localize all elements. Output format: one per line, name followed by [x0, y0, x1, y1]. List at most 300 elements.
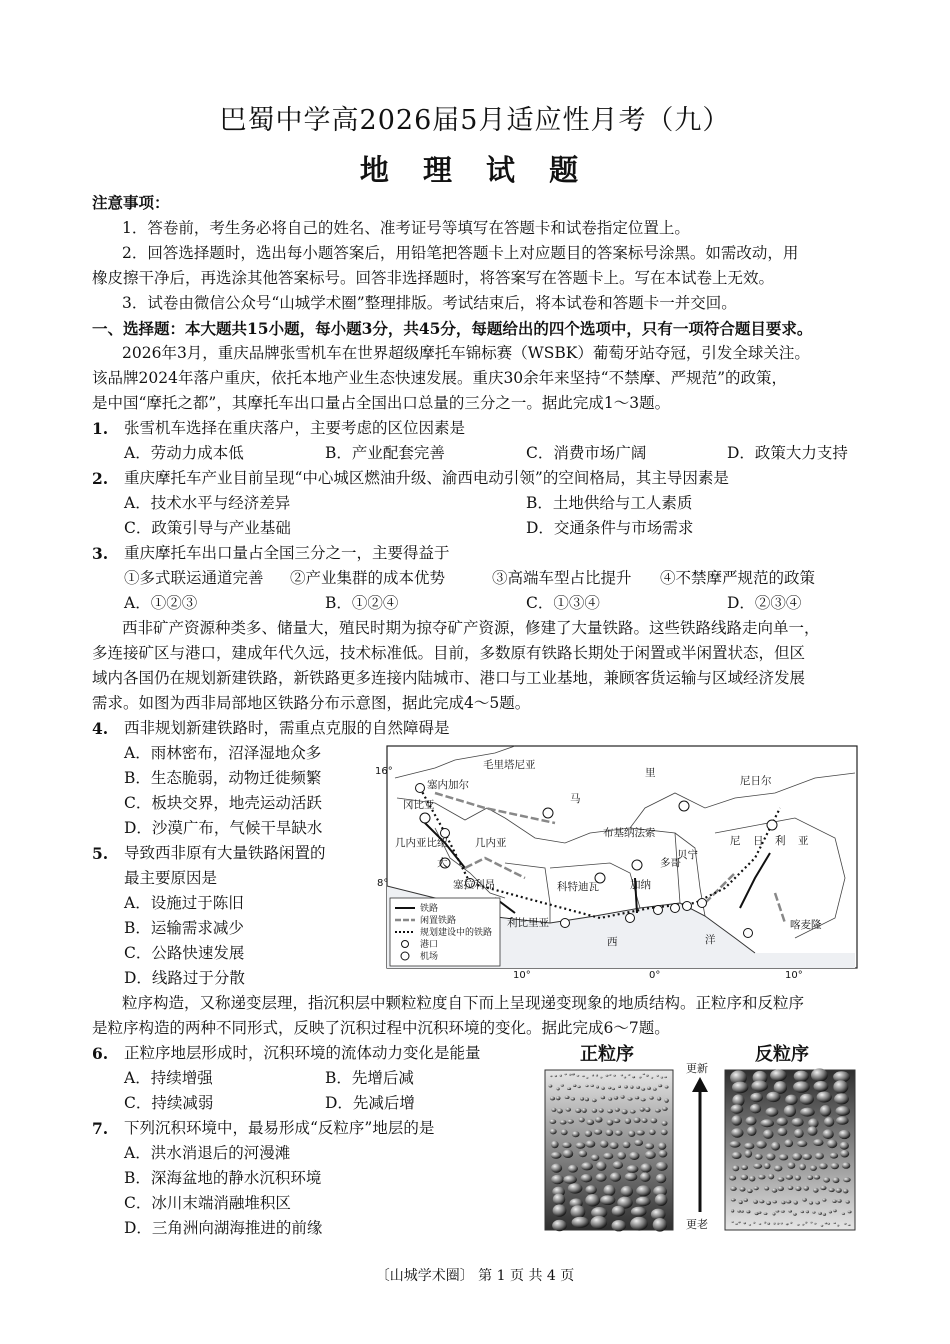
pebble — [786, 1175, 793, 1180]
q5-option-c[interactable]: C．公路快速发展 — [124, 944, 245, 962]
map-label-guinea-bissau: 几内亚比绍 — [395, 837, 448, 849]
pebble — [646, 1075, 649, 1077]
q5-option-a[interactable]: A．设施过于陈旧 — [124, 894, 244, 912]
pebble — [627, 1097, 632, 1100]
pebble — [604, 1185, 616, 1196]
pebble — [585, 1130, 592, 1137]
pebble — [821, 1225, 824, 1227]
pebble — [802, 1198, 806, 1202]
pebble — [624, 1085, 628, 1088]
pebble — [836, 1116, 849, 1124]
pebble — [640, 1163, 651, 1172]
pebble — [658, 1142, 666, 1149]
notice-item-3: 3．试卷由微信公众号“山城学术圈”整理排版。考试结束后，将本试卷和答题卡一并交回。 — [122, 294, 737, 312]
pebble — [606, 1129, 614, 1136]
q3-option-c[interactable]: C．①③④ — [526, 594, 600, 612]
pebble — [747, 1189, 753, 1193]
pebble — [756, 1141, 767, 1149]
pebble — [625, 1118, 631, 1124]
notice-item-1: 1．答卷前，考生务必将自己的姓名、准考证号等填写在答题卡和试卷指定位置上。 — [122, 219, 690, 237]
pebble — [750, 1093, 763, 1102]
pebble — [833, 1222, 836, 1224]
pebble — [561, 1129, 568, 1135]
pebble — [839, 1130, 851, 1139]
pebble — [664, 1076, 667, 1078]
q1-option-c[interactable]: C．消费市场广阔 — [526, 444, 647, 462]
pebble — [803, 1186, 809, 1191]
pebble — [788, 1210, 792, 1213]
pebble — [794, 1071, 809, 1082]
pebble — [781, 1201, 785, 1204]
pebble — [751, 1081, 768, 1092]
pebble — [575, 1108, 581, 1113]
pebble — [846, 1200, 850, 1203]
pebble — [639, 1076, 642, 1078]
pebble — [773, 1222, 775, 1224]
pebble — [753, 1163, 762, 1168]
pebble — [827, 1223, 830, 1225]
pebble — [651, 1077, 653, 1079]
pebble — [636, 1086, 640, 1089]
pebble — [815, 1201, 820, 1205]
pebble — [802, 1154, 811, 1160]
west-africa-railway-map — [375, 738, 865, 978]
q7-stem: 下列沉积环境中，最易形成“反粒序”地层的是 — [124, 1119, 435, 1137]
pebble — [647, 1087, 651, 1090]
pebble — [777, 1118, 788, 1126]
pebble — [551, 1175, 564, 1185]
map-label-guinea: 几内亚 — [475, 837, 507, 849]
pebble — [768, 1174, 774, 1180]
q5-option-d[interactable]: D．线路过于分散 — [124, 969, 245, 987]
pebble — [664, 1099, 668, 1103]
q7-option-b[interactable]: B．深海盆地的静水沉积环境 — [124, 1169, 322, 1187]
map-label-benin: 贝宁 — [677, 849, 698, 861]
pebble — [607, 1109, 613, 1113]
pebble — [840, 1142, 849, 1150]
pebble — [820, 1186, 826, 1190]
pebble — [636, 1130, 644, 1135]
map-label-nigeria-2: 日 — [753, 835, 764, 847]
q7-option-a[interactable]: A．洪水消退后的河漫滩 — [124, 1144, 291, 1162]
pebble — [566, 1108, 571, 1112]
pebble — [774, 1081, 787, 1094]
pebble — [731, 1221, 733, 1223]
pebble — [628, 1130, 635, 1137]
newer-label: 更新 — [686, 1062, 708, 1075]
legend-railway: 铁路 — [420, 904, 439, 914]
pebble — [731, 1128, 743, 1138]
pebble — [617, 1152, 626, 1160]
q2-option-d[interactable]: D．交通条件与市场需求 — [526, 519, 694, 537]
pebble — [621, 1186, 633, 1197]
legend-airport: 机场 — [420, 952, 439, 962]
pebble — [844, 1223, 847, 1225]
pebble — [830, 1153, 838, 1159]
pebble — [600, 1140, 609, 1148]
pebble — [807, 1126, 817, 1136]
pebble — [837, 1225, 839, 1227]
pebble — [621, 1074, 623, 1076]
pebble — [823, 1177, 830, 1182]
pebble — [735, 1223, 738, 1225]
q2-option-b[interactable]: B．土地供给与工人素质 — [526, 494, 693, 512]
legend-planned-railway: 规划建设中的铁路 — [420, 928, 493, 938]
q3-option-b[interactable]: B．①②④ — [325, 594, 399, 612]
q6-option-d[interactable]: D．先减后增 — [325, 1094, 415, 1112]
pebble — [786, 1200, 791, 1204]
q5-stem-line-1: 导致西非原有大量铁路闲置的 — [124, 844, 326, 862]
pebble — [657, 1097, 661, 1101]
pebble — [832, 1200, 836, 1203]
map-label-togo: 多哥 — [660, 857, 681, 869]
pebble — [585, 1085, 588, 1087]
pebble — [831, 1163, 839, 1169]
q6-option-a[interactable]: A．持续增强 — [124, 1069, 213, 1087]
map-label-cameroon: 喀麦隆 — [790, 919, 822, 931]
pebble — [641, 1098, 646, 1101]
pebble — [814, 1081, 829, 1092]
pebble — [631, 1207, 647, 1217]
pebble — [596, 1161, 606, 1171]
pebble — [629, 1152, 639, 1160]
passage1-line-3: 是中国“摩托之都”，其摩托车出口量占全国出口总量的三分之一。据此完成1～3题。 — [92, 394, 671, 412]
pebble — [797, 1224, 800, 1226]
pebble — [741, 1210, 744, 1213]
q2-option-a[interactable]: A．技术水平与经济差异 — [124, 494, 291, 512]
pebble — [557, 1087, 560, 1090]
pebble — [662, 1107, 668, 1111]
pebble — [613, 1161, 623, 1169]
pebble — [551, 1152, 562, 1159]
notice-item-2-cont: 橡皮擦干净后，再选涂其他答案标号。回答非选择题时，将答案写在答题卡上。写在本试卷上无效。 — [92, 269, 775, 287]
pebble — [750, 1104, 761, 1113]
pebble — [615, 1108, 620, 1112]
pebble — [833, 1080, 848, 1093]
pebble — [634, 1117, 641, 1123]
older-label: 更老 — [686, 1218, 708, 1231]
pebble — [564, 1073, 567, 1075]
pebble — [788, 1162, 796, 1169]
pebble — [577, 1075, 580, 1077]
map-label-mauritania: 毛里塔尼亚 — [483, 759, 536, 771]
pebble — [785, 1095, 797, 1105]
passage3-line-1: 粒序构造，又称递变层理，指沉积层中颗粒粒度自下而上呈现递变现象的地质结构。正粒序和反粒序 — [122, 994, 805, 1012]
pebble — [766, 1201, 771, 1205]
pebble — [553, 1194, 565, 1206]
lat-label-16: 16° — [375, 766, 393, 777]
pebble — [749, 1176, 755, 1182]
pebble — [655, 1109, 661, 1113]
pebble — [774, 1165, 782, 1171]
q6-option-c[interactable]: C．持续减弱 — [124, 1094, 214, 1112]
q6-option-b[interactable]: B．先增后减 — [325, 1069, 414, 1087]
pebble — [797, 1140, 807, 1147]
q4-option-a[interactable]: A．雨林密布，沼泽湿地众多 — [124, 744, 322, 762]
q3-option-a[interactable]: A．①②③ — [124, 594, 198, 612]
pebble — [601, 1087, 604, 1090]
lat-label-8: 8° — [377, 878, 389, 889]
pebble — [655, 1194, 668, 1206]
pebble — [820, 1105, 831, 1116]
pebble — [800, 1108, 815, 1117]
pebble — [606, 1075, 609, 1077]
pebble — [759, 1223, 762, 1225]
pebble — [753, 1222, 755, 1224]
pebble — [766, 1107, 779, 1116]
pebble — [753, 1200, 758, 1204]
pebble — [848, 1211, 852, 1214]
pebble — [744, 1143, 754, 1150]
pebble — [645, 1107, 650, 1112]
pebble — [770, 1069, 787, 1081]
map-label-ghana: 加纳 — [630, 879, 651, 891]
pebble — [843, 1177, 851, 1182]
q2-option-c[interactable]: C．政策引导与产业基础 — [124, 519, 291, 537]
pebble — [550, 1097, 555, 1101]
pebble — [643, 1073, 645, 1075]
pebble — [788, 1186, 794, 1190]
pebble — [630, 1086, 633, 1089]
pebble — [784, 1139, 793, 1147]
q1-option-b[interactable]: B．产业配套完善 — [325, 444, 445, 462]
pebble — [773, 1200, 777, 1203]
pebble — [793, 1081, 810, 1093]
pebble — [609, 1074, 611, 1076]
pebble — [758, 1175, 765, 1180]
map-label-nigeria-4: 亚 — [798, 835, 809, 847]
pebble — [659, 1150, 668, 1157]
pebble — [555, 1075, 557, 1077]
pebble — [731, 1209, 734, 1212]
pebble — [795, 1186, 801, 1191]
exam-subtitle: 地 理 试 题 — [359, 153, 591, 187]
pebble — [582, 1075, 585, 1077]
pebble — [591, 1216, 608, 1229]
pebble — [635, 1096, 639, 1099]
q6-stem: 正粒序地层形成时，沉积环境的流体动力变化是能量 — [124, 1044, 481, 1062]
pebble — [614, 1096, 618, 1100]
exam-title: 巴蜀中学高2026届5月适应性月考（九） — [219, 105, 731, 136]
pebble — [607, 1120, 614, 1126]
pebble — [729, 1141, 740, 1148]
pebble — [834, 1093, 849, 1104]
pebble — [649, 1096, 653, 1099]
pebble — [571, 1205, 586, 1218]
map-label-ocean-2: 洋 — [705, 934, 716, 946]
pebble — [813, 1139, 823, 1146]
q4-option-b[interactable]: B．生态脆弱，动物迁徙频繁 — [124, 769, 322, 787]
pebble — [814, 1175, 820, 1180]
q1-number: 1. — [92, 419, 109, 438]
pebble — [732, 1165, 739, 1171]
passage2-line-1: 西非矿产资源种类多、储量大，殖民时期为掠夺矿产资源，修建了大量铁路。这些铁路线路走向单一， — [122, 619, 820, 637]
pebble — [561, 1084, 564, 1086]
pebble — [833, 1209, 836, 1212]
pebble — [649, 1129, 656, 1135]
pebble — [778, 1186, 784, 1191]
q7-number: 7. — [92, 1119, 109, 1138]
pebble — [642, 1118, 648, 1123]
pebble — [612, 1088, 615, 1090]
pebble — [777, 1128, 787, 1136]
pebble — [766, 1153, 775, 1160]
map-label-niger: 尼日尔 — [740, 775, 772, 787]
pebble — [794, 1201, 798, 1205]
pebble — [612, 1206, 625, 1217]
q3-number: 3. — [92, 544, 109, 563]
pebble — [641, 1088, 645, 1091]
pebble — [645, 1151, 656, 1159]
reverse-grading-column — [725, 1070, 855, 1230]
pebble — [585, 1185, 596, 1194]
pebble — [819, 1163, 828, 1169]
pebble — [749, 1224, 751, 1226]
q1-option-a[interactable]: A．劳动力成本低 — [124, 444, 244, 462]
pebble — [586, 1140, 596, 1147]
pebble — [848, 1224, 851, 1226]
pebble — [840, 1150, 849, 1158]
pebble — [592, 1099, 597, 1103]
pebble — [755, 1154, 763, 1160]
graded-bedding-figure — [540, 1042, 880, 1232]
pebble — [581, 1174, 593, 1182]
section1-heading: 一、选择题：本大题共15小题，每小题3分，共45分，每题给出的四个选项中，只有一项符合题目要求。 — [92, 319, 813, 338]
q3-statement-2: ②产业集群的成本优势 — [290, 569, 446, 587]
pebble — [587, 1119, 595, 1125]
pebble — [632, 1076, 635, 1078]
pebble — [550, 1129, 557, 1135]
legend-port: 港口 — [420, 940, 439, 950]
map-label-nigeria-3: 利 — [775, 835, 786, 847]
q7-option-c[interactable]: C．冰川末端消融堆积区 — [124, 1194, 291, 1212]
pebble — [608, 1087, 611, 1090]
pebble — [812, 1211, 815, 1213]
pebble — [557, 1109, 563, 1114]
pebble — [624, 1076, 626, 1078]
pebble — [634, 1140, 643, 1146]
pebble — [623, 1141, 631, 1148]
pebble — [581, 1162, 593, 1170]
passage1-line-2: 该品牌2024年落户重庆，依托本地产业生态快速发展。重庆30余年来坚持“不禁摩、严规范”的政策， — [92, 369, 788, 387]
q3-option-d[interactable]: D．②③④ — [727, 594, 802, 612]
pebble — [732, 1152, 742, 1159]
pebble — [575, 1142, 585, 1148]
q1-stem: 张雪机车选择在重庆落户，主要考虑的区位因素是 — [124, 419, 466, 437]
passage2-line-4: 需求。如图为西非局部地区铁路分布示意图，据此完成4～5题。 — [92, 694, 531, 712]
pebble — [567, 1087, 571, 1090]
pebble — [549, 1085, 553, 1088]
pebble — [553, 1204, 567, 1216]
q4-option-d[interactable]: D．沙漠广布，气候干旱缺水 — [124, 819, 323, 837]
pebble — [568, 1183, 583, 1193]
pebble — [744, 1222, 746, 1224]
pebble — [630, 1110, 636, 1114]
passage3-line-2: 是粒序构造的两种不同形式，反映了沉积过程中沉积环境的变化。据此完成6～7题。 — [92, 1019, 670, 1037]
pebble — [731, 1104, 744, 1113]
pebble — [763, 1130, 774, 1139]
pebble — [572, 1217, 590, 1228]
pebble — [731, 1198, 736, 1201]
map-label-mali-1: 里 — [645, 767, 656, 779]
pebble — [740, 1187, 746, 1192]
q4-stem: 西非规划新建铁路时，需重点克服的自然障碍是 — [124, 719, 450, 737]
pebble — [585, 1194, 600, 1206]
pebble — [843, 1189, 848, 1194]
pebble — [650, 1118, 657, 1123]
pebble — [560, 1120, 567, 1125]
q1-option-d[interactable]: D．政策大力支持 — [727, 444, 848, 462]
pebble — [744, 1198, 748, 1201]
passage2-line-3: 域内各国仍在规划新建铁路，新铁路更多连接内陆城市、港口与工业基地，兼顾客货运输与区域经济发展 — [92, 669, 806, 687]
map-label-senegal: 塞内加尔 — [427, 779, 469, 791]
normal-grading-column — [545, 1070, 673, 1230]
pebble — [585, 1098, 589, 1102]
pebble — [779, 1154, 788, 1160]
pebble — [836, 1106, 851, 1116]
pebble — [814, 1223, 817, 1225]
pebble — [809, 1201, 813, 1204]
pebble — [829, 1211, 832, 1214]
pebble — [640, 1107, 645, 1111]
pebble — [807, 1175, 813, 1180]
pebble — [824, 1117, 834, 1127]
pebble — [802, 1224, 804, 1226]
passage1-line-1: 2026年3月，重庆品牌张雪机车在世界超级摩托车锦标赛（WSBK）葡萄牙站夺冠，引发全球关注。 — [122, 344, 810, 362]
map-label-liberia: 利比里亚 — [507, 917, 549, 929]
pebble — [628, 1074, 631, 1076]
q7-option-d[interactable]: D．三角洲向湖海推进的前缘 — [124, 1219, 323, 1237]
pebble — [596, 1074, 598, 1076]
q2-number: 2. — [92, 469, 109, 488]
pebble — [810, 1165, 817, 1171]
pebble — [794, 1129, 804, 1138]
pebble — [732, 1082, 748, 1094]
pebble — [621, 1095, 625, 1099]
pebble — [653, 1088, 657, 1091]
pebble — [833, 1177, 840, 1183]
pebble — [842, 1213, 845, 1215]
pebble — [595, 1117, 602, 1123]
q5-number: 5. — [92, 844, 109, 863]
pebble — [580, 1097, 584, 1101]
pebble — [569, 1074, 572, 1076]
pebble — [592, 1074, 594, 1076]
pebble — [565, 1096, 570, 1099]
pebble — [764, 1186, 769, 1190]
pebble — [610, 1172, 621, 1181]
pebble — [786, 1223, 789, 1225]
pebble — [551, 1108, 556, 1112]
pebble — [730, 1187, 736, 1191]
pebble — [640, 1172, 651, 1182]
q3-statement-1: ①多式联运通道完善 — [124, 569, 264, 587]
pebble — [636, 1197, 651, 1207]
pebble — [562, 1142, 571, 1148]
q5-option-b[interactable]: B．运输需求减少 — [124, 919, 244, 937]
pebble — [653, 1218, 667, 1232]
q4-option-c[interactable]: C．板块交界，地壳运动活跃 — [124, 794, 322, 812]
q4-number: 4. — [92, 719, 109, 738]
pebble — [837, 1199, 841, 1203]
pebble — [764, 1222, 766, 1224]
pebble — [766, 1092, 780, 1102]
pebble — [608, 1097, 612, 1100]
page-footer: 〔山城学术圈〕 第 1 页 共 4 页 — [375, 1268, 575, 1284]
pebble — [836, 1188, 842, 1193]
pebble — [568, 1165, 578, 1173]
pebble — [739, 1200, 743, 1204]
